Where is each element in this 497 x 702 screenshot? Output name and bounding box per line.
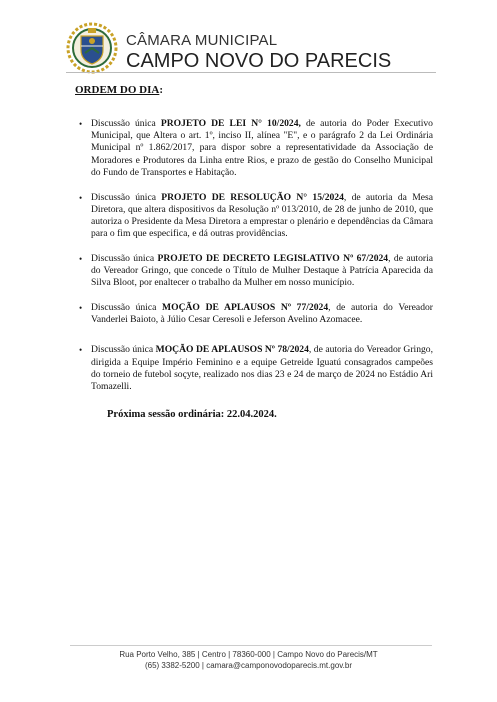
item-title: PROJETO DE LEI N° 10/2024,	[160, 118, 301, 129]
item-intro: Discussão única	[91, 344, 156, 356]
item-title: PROJETO DE RESOLUÇÃO N° 15/2024	[161, 191, 344, 203]
section-title-text: ORDEM DO DIA	[75, 84, 160, 96]
section-title	[75, 84, 163, 96]
item-intro: Discussão única	[91, 301, 163, 313]
agenda-list	[75, 118, 433, 406]
bullet-icon: •	[79, 345, 83, 356]
item-description: , de autoria do Vereador Vanderlei Baioto, à Júlio Cesar Ceresoli e Jeferson Avelino Azomacee.	[91, 301, 433, 326]
agenda-item	[75, 118, 433, 179]
letterhead	[66, 22, 436, 78]
item-description: , de autoria do Vereador Gringo, dirigida a Equipe Império Feminino e a equipe Getreide Iguatú consagrados campeões do torneio de futebol soçyte, realizado nos dias 23 e 24 de março de 2024 no Estádio Ari Tomazelli.	[91, 344, 433, 392]
item-intro: Discussão única	[91, 118, 161, 129]
bullet-icon: •	[79, 302, 83, 313]
footer-contact: (65) 3382-5200 | camara@camponovodoparecis.mt.gov.br	[144, 661, 353, 670]
next-session-notice: Próxima sessão ordinária: 22.04.2024.	[107, 409, 277, 420]
item-intro: Discussão única	[91, 191, 162, 203]
footer-divider	[70, 645, 432, 646]
bullet-icon: •	[79, 253, 83, 264]
org-name-line2: CAMPO NOVO DO PARECIS	[126, 50, 392, 72]
item-title: PROJETO DE DECRETO LEGISLATIVO Nº 67/2024	[157, 252, 389, 264]
agenda-item	[75, 192, 433, 241]
agenda-item	[75, 344, 433, 393]
bullet-icon: •	[79, 192, 83, 203]
item-description: , de autoria da Mesa Diretora, que altera dispositivos da Resolução nº 013/2010, de 28 de junho de 2010, que autoriza o Presidente da Mesa Diretora a emprestar o plenário e dependências da Câmara para o fim que especifica, e dá outras providências.	[91, 191, 433, 240]
bullet-icon: •	[79, 119, 83, 129]
item-description: de autoria do Poder Executivo Municipal, que Altera o art. 1º, inciso II, alínea "E", e o parágrafo 2 da Lei Ordinária Municipal nº 1.862/2017, para dispor sobre a representatividade da Associação de Moradores e Produtores da Linha entre Rios, e prazo de gestão do Conselho Municipal do Fundo de Transportes e Habitação.	[91, 118, 433, 178]
agenda-item	[75, 302, 433, 326]
agenda-item	[75, 253, 433, 290]
header-divider	[66, 72, 436, 73]
section-title-colon: :	[159, 84, 164, 96]
item-intro: Discussão única	[91, 252, 158, 264]
footer-address: Rua Porto Velho, 385 | Centro | 78360-000 | Campo Novo do Parecis/MT	[119, 650, 378, 659]
item-title: MOÇÃO DE APLAUSOS Nº 78/2024	[155, 344, 309, 356]
item-description: , de autoria do Vereador Gringo, que concede o Título de Mulher Destaque à Patrícia Aparecida da Silva Bloot, por enaltecer o trabalho da Mulher em nosso município.	[91, 252, 433, 289]
item-title: MOÇÃO DE APLAUSOS Nº 77/2024	[162, 301, 329, 313]
org-name-line1: CÂMARA MUNICIPAL	[126, 32, 278, 49]
municipal-coat-of-arms-icon	[66, 22, 118, 74]
